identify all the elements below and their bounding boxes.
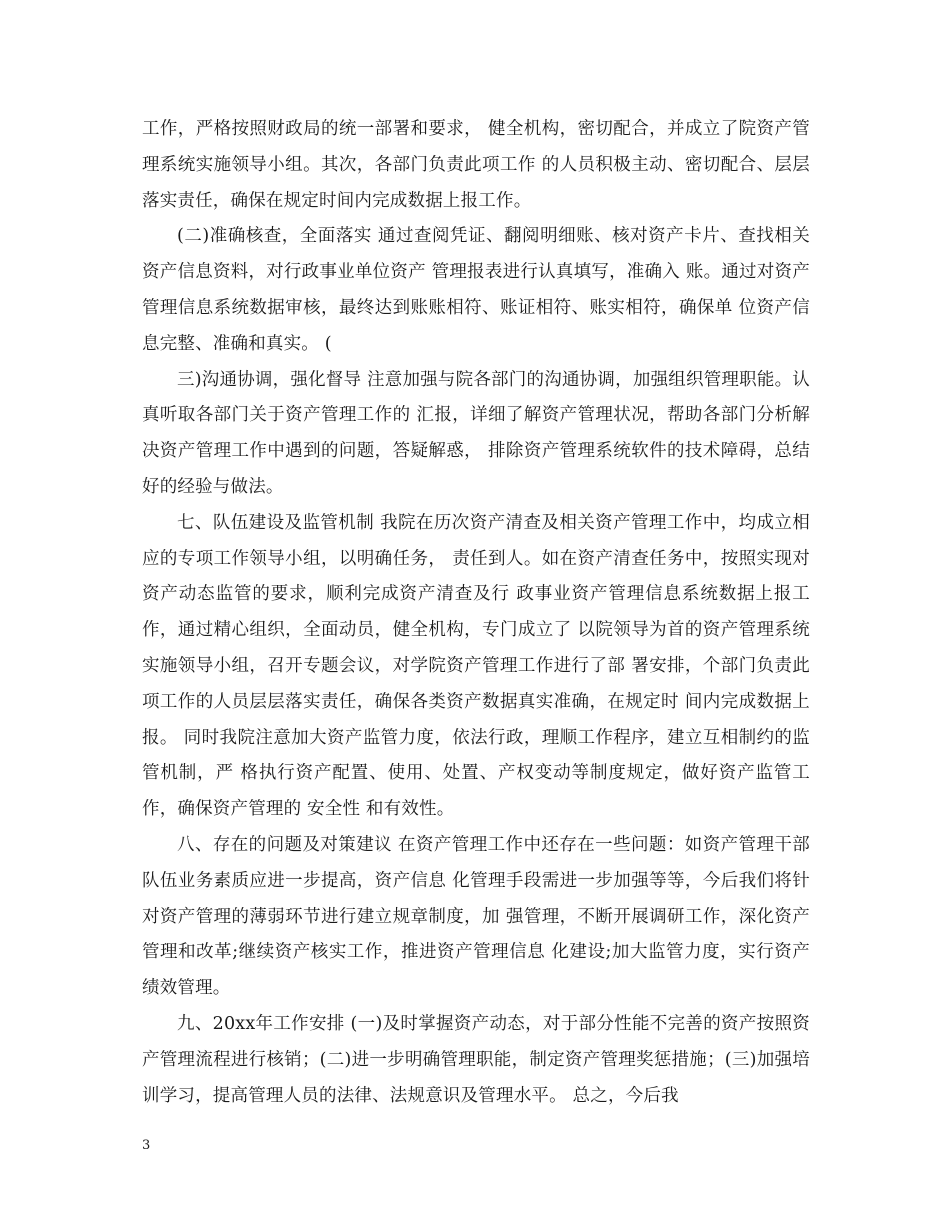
paragraph-4: 七、队伍建设及监管机制 我院在历次资产清查及相关资产管理工作中，均成立相应的专项工作领导小组，以明确任务， 责任到人。如在资产清查任务中，按照实现对资产动态监管的要求，顺利完成资产清查及行 政事业资产管理信息系统数据上报工作，通过精心组织，全面动员，健全机构，专门成立了 以院领导为首的资产管理系统实施领导小组，召开专题会议，对学院资产管理工作进行了部 署安排，个部门负责此项工作的人员层层落实责任，确保各类资产数据真实准确，在规定时 间内完成数据上报。 同时我院注意加大资产监管力度，依法行政，理顺工作程序，建立互相制约的监管机制，严 格执行资产配置、使用、处置、产权变动等制度规定，做好资产监管工作，确保资产管理的 安全性 和有效性。 [142, 512, 810, 820]
document-body [142, 112, 810, 1114]
paragraph-5: 八、存在的问题及对策建议 在资产管理工作中还存在一些问题：如资产管理干部队伍业务素质应进一步提高，资产信息 化管理手段需进一步加强等等，今后我们将针对资产管理的薄弱环节进行建立规章制度，加 强管理，不断开展调研工作，深化资产管理和改革;继续资产核实工作，推进资产管理信息 化建设;加大监管力度，实行资产绩效管理。 [142, 834, 810, 999]
paragraph-3: 三)沟通协调，强化督导 注意加强与院各部门的沟通协调，加强组织管理职能。认真听取各部门关于资产管理工作的 汇报，详细了解资产管理状况，帮助各部门分析解决资产管理工作中遇到的问题，答疑解惑， 排除资产管理系统软件的技术障碍，总结好的经验与做法。 [142, 369, 810, 497]
paragraph-6: 九、20xx年工作安排 (一)及时掌握资产动态，对于部分性能不完善的资产按照资产管理流程进行核销；(二)进一步明确管理职能，制定资产管理奖惩措施；(三)加强培训学习，提高管理人员的法律、法规意识及管理水平。 总之，今后我 [142, 1013, 810, 1106]
paragraph-1: 工作，严格按照财政局的统一部署和要求， 健全机构，密切配合，并成立了院资产管理系统实施领导小组。其次，各部门负责此项工作 的人员积极主动、密切配合、层层落实责任，确保在规定时间内完成数据上报工作。 [142, 119, 810, 211]
paragraph-2: (二)准确核查，全面落实 通过查阅凭证、翻阅明细账、核对资产卡片、查找相关资产信息资料，对行政事业单位资产 管理报表进行认真填写，准确入 账。通过对资产管理信息系统数据审核，最终达到账账相符、账证相符、账实相符，确保单 位资产信息完整、准确和真实。 ( [142, 226, 810, 354]
page-number: 3 [142, 1138, 151, 1153]
